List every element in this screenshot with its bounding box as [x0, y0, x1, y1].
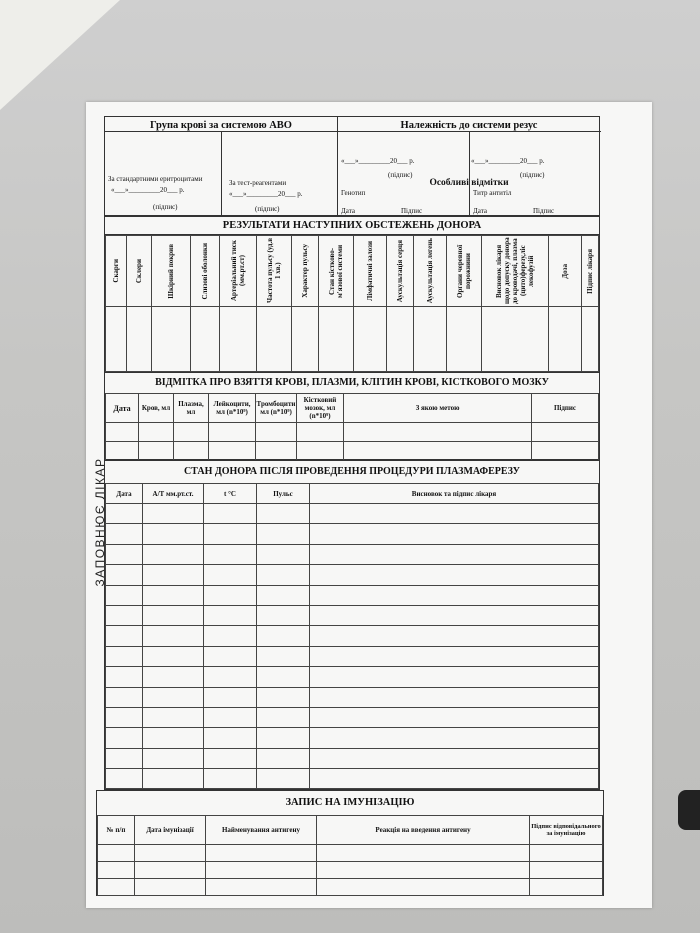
results-section [104, 216, 600, 372]
results-col: Лімфатичні залози [354, 236, 387, 307]
collection-col: Підпис [532, 394, 599, 423]
results-col: Стан кістково-м'язової системи [319, 236, 354, 307]
background-corner [0, 0, 120, 110]
collection-col: Кров, мл [139, 394, 174, 423]
plasma-title: СТАН ДОНОРА ПІСЛЯ ПРОВЕДЕННЯ ПРОЦЕДУРИ ПЛАЗМАФЕРЕЗУ [183, 466, 521, 477]
titer-date: Дата [473, 207, 487, 215]
immunization-col: № п/п [98, 816, 135, 845]
immunization-table [97, 815, 603, 896]
rh-signature-hint-2: (підпис) [520, 171, 545, 179]
results-col: Підпис лікаря [582, 236, 599, 307]
plasma-col: t °C [204, 484, 257, 504]
side-label [80, 430, 120, 630]
immunization-col: Підпис відповідального за імунізацію [530, 816, 603, 845]
rh-signature-hint-1: (підпис) [388, 171, 413, 179]
plasma-col: Пульс [257, 484, 310, 504]
plasma-section [104, 460, 600, 790]
divider-rh [469, 131, 470, 217]
results-col: Аускультація легень [414, 236, 447, 307]
divider-v [337, 117, 338, 217]
collection-table [105, 393, 599, 461]
titer-signature: Підпис [533, 207, 555, 215]
collection-col: З якою метою [344, 394, 532, 423]
abo-title: Група крові за системою АВО [150, 120, 292, 131]
standard-signature-hint: (підпис) [153, 203, 178, 211]
plasma-table [105, 483, 599, 789]
plasma-col: Дата [106, 484, 143, 504]
results-col: Частота пульсу (уд.в 1 хв.) [257, 236, 292, 307]
rh-date-2: «___»_________20___ р. [471, 157, 545, 165]
results-col: Аускультація серця [387, 236, 414, 307]
collection-col: Лейкоцити, мл (n*10⁹) [209, 394, 256, 423]
results-col: Висновок лікаря щодо допуску донора до кроводачі, плазма (цито)ферезу,ліс лекофузій [482, 236, 549, 307]
results-col: Артеріальний тиск (мм.рт.ст) [220, 236, 257, 307]
side-label-text: ЗАПОВНЮЄ ЛІКАР [93, 457, 107, 587]
divider-abo [221, 131, 222, 217]
blood-group-section [104, 116, 600, 216]
rh-date-1: «___»_________20___ р. [341, 157, 415, 165]
collection-col: Дата [106, 394, 139, 423]
collection-col: Кістковий мозок, мл (n*10⁹) [297, 394, 344, 423]
genotype-date: Дата [341, 207, 355, 215]
results-col: Слизові оболонки [191, 236, 220, 307]
collection-section [104, 372, 600, 460]
donor-form-sheet [86, 102, 652, 908]
immunization-col: Найменування антигену [206, 816, 317, 845]
results-col: Скарги [106, 236, 127, 307]
test-signature-hint: (підпис) [255, 205, 280, 213]
test-label: За тест-реагентами [229, 179, 287, 187]
genotype-signature: Підпис [401, 207, 423, 215]
test-date: «___»_________20___ р. [229, 190, 303, 198]
plasma-col: Висновок та підпис лікаря [310, 484, 599, 504]
collection-col: Плазма, мл [174, 394, 209, 423]
immunization-title: ЗАПИС НА ІМУНІЗАЦІЮ [285, 797, 415, 808]
genotype-label: Генотип [341, 189, 366, 197]
collection-col: Тромбоцити мл (n*10⁹) [256, 394, 297, 423]
standard-date: «___»_________20___ р. [111, 186, 185, 194]
results-title: РЕЗУЛЬТАТИ НАСТУПНИХ ОБСТЕЖЕНЬ ДОНОРА [105, 217, 599, 235]
results-col: Склери [127, 236, 152, 307]
results-col: Органи черевної порожнини [447, 236, 482, 307]
titer-label: Титр антитіл [473, 189, 512, 197]
results-col: Характер пульсу [292, 236, 319, 307]
results-table [105, 235, 599, 372]
background-object [678, 790, 700, 830]
divider-h [105, 131, 601, 132]
collection-title: ВІДМІТКА ПРО ВЗЯТТЯ КРОВІ, ПЛАЗМИ, КЛІТИН КРОВІ, КІСТКОВОГО МОЗКУ [155, 377, 549, 388]
results-col: Шкірний покрив [152, 236, 191, 307]
rh-title: Належність до системи резус [400, 120, 538, 131]
immunization-col: Дата імунізації [135, 816, 206, 845]
standard-label: За стандартними еритроцитами [108, 175, 203, 183]
plasma-col: А/Т мм.рт.ст. [143, 484, 204, 504]
immunization-section [96, 790, 604, 896]
special-title: Особливі відмітки [429, 178, 509, 188]
immunization-col: Реакція на введення антигену [317, 816, 530, 845]
results-col: Доза [549, 236, 582, 307]
